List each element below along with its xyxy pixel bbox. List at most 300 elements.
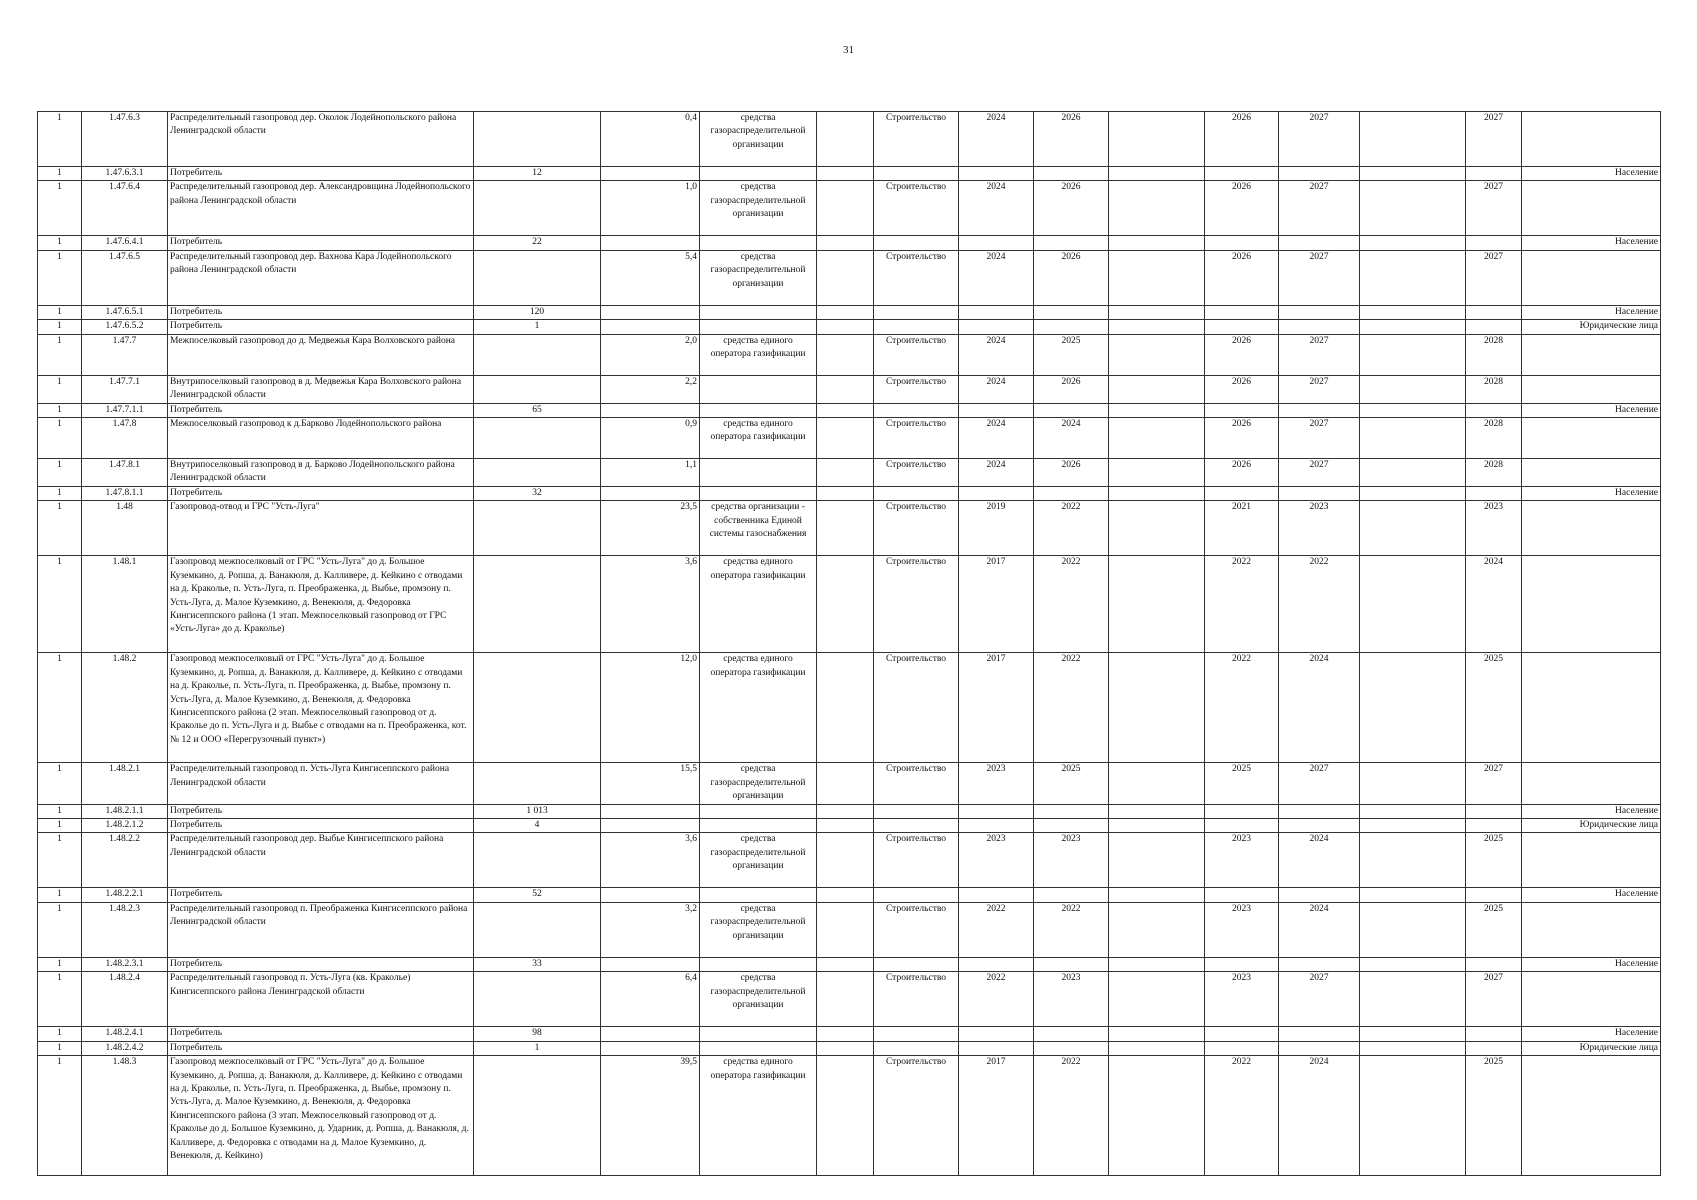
work-type-cell: Строительство: [874, 418, 959, 459]
consumer-count-cell: 12: [474, 167, 601, 181]
item-name-cell: Потребитель: [168, 957, 474, 971]
item-code-cell: 1.48.2.4.1: [82, 1027, 168, 1041]
year-end-cell: [1034, 305, 1109, 319]
year-end-cell: 2025: [1034, 763, 1109, 804]
year-gasification-cell: [1466, 305, 1522, 319]
consumer-category-cell: Население: [1522, 804, 1661, 818]
consumer-category-cell: Население: [1522, 957, 1661, 971]
empty-cell-a: [817, 833, 874, 888]
year-start-cell: [959, 236, 1034, 250]
length-km-cell: [601, 957, 700, 971]
col-index-cell: 1: [38, 112, 82, 167]
length-km-cell: 1,0: [601, 181, 700, 236]
item-name-cell: Распределительный газопровод дер. Выбье Кингисеппского района Ленинградской области: [168, 833, 474, 888]
col-index-cell: 1: [38, 957, 82, 971]
consumer-count-cell: 98: [474, 1027, 601, 1041]
col-index-cell: 1: [38, 763, 82, 804]
empty-cell-a: [817, 418, 874, 459]
year-start-cell: 2023: [959, 763, 1034, 804]
year-commission-cell: 2022: [1205, 1056, 1279, 1176]
funding-source-cell: [700, 1041, 817, 1055]
empty-cell-b: [1109, 250, 1205, 305]
year-gasification-cell: [1466, 888, 1522, 902]
empty-cell-a: [817, 972, 874, 1027]
item-name-cell: Внутрипоселковый газопровод в д. Барково Лодейнопольского района Ленинградской области: [168, 459, 474, 487]
item-code-cell: 1.48.2.3: [82, 902, 168, 957]
empty-cell-b: [1109, 487, 1205, 501]
work-type-cell: [874, 236, 959, 250]
col-index-cell: 1: [38, 804, 82, 818]
empty-cell-a: [817, 459, 874, 487]
item-name-cell: Межпоселковый газопровод до д. Медвежья Кара Волховского района: [168, 334, 474, 375]
table-row: [38, 763, 1661, 804]
length-km-cell: [601, 888, 700, 902]
work-type-cell: [874, 1027, 959, 1041]
funding-source-cell: [700, 305, 817, 319]
year-start-cell: [959, 957, 1034, 971]
empty-cell-b: [1109, 1041, 1205, 1055]
year-end-cell: 2026: [1034, 250, 1109, 305]
item-code-cell: 1.47.6.5: [82, 250, 168, 305]
col-index-cell: 1: [38, 250, 82, 305]
empty-cell-c: [1360, 653, 1466, 763]
item-code-cell: 1.47.6.4: [82, 181, 168, 236]
empty-cell-b: [1109, 1056, 1205, 1176]
table-row: [38, 403, 1661, 417]
year-end-cell: [1034, 1041, 1109, 1055]
year-commission-cell: [1205, 804, 1279, 818]
length-km-cell: [601, 804, 700, 818]
year-connection-cell: [1279, 305, 1360, 319]
length-km-cell: [601, 819, 700, 833]
consumer-count-cell: [474, 181, 601, 236]
year-start-cell: 2022: [959, 972, 1034, 1027]
table-row: [38, 972, 1661, 1027]
year-connection-cell: [1279, 1027, 1360, 1041]
table-row: [38, 305, 1661, 319]
year-commission-cell: [1205, 320, 1279, 334]
year-commission-cell: [1205, 403, 1279, 417]
year-end-cell: [1034, 804, 1109, 818]
item-code-cell: 1.48.2.1.1: [82, 804, 168, 818]
item-name-cell: Газопровод межпоселковый от ГРС "Усть-Луга" до д. Большое Куземкино, д. Ропша, д. Ванакюля, д. Калливере, д. Кейкино с отводами на д. Краколье, п. Усть-Луга, п. Преображенка, д. Выбье, промзону п. Усть-Луга, д. Малое Куземкино, д. Венекюля, д. Федоровка Кингисеппского района (2 этап. Межпоселковый газопровод от д. Краколье до п. Усть-Луга и д. Выбье с отводами на п. Преображенка, кот.№ 12 и ООО «Перегрузочный пункт»): [168, 653, 474, 763]
col-index-cell: 1: [38, 833, 82, 888]
consumer-count-cell: 22: [474, 236, 601, 250]
year-commission-cell: 2026: [1205, 375, 1279, 403]
table-row: [38, 487, 1661, 501]
funding-source-cell: [700, 375, 817, 403]
item-name-cell: Межпоселковый газопровод к д.Барково Лодейнопольского района: [168, 418, 474, 459]
empty-cell-b: [1109, 167, 1205, 181]
work-type-cell: [874, 167, 959, 181]
table-row: [38, 181, 1661, 236]
year-commission-cell: 2023: [1205, 972, 1279, 1027]
empty-cell-c: [1360, 418, 1466, 459]
empty-cell-c: [1360, 556, 1466, 653]
consumer-count-cell: 33: [474, 957, 601, 971]
funding-source-cell: средства единого оператора газификации: [700, 1056, 817, 1176]
table-row: [38, 1041, 1661, 1055]
year-gasification-cell: 2028: [1466, 334, 1522, 375]
length-km-cell: [601, 1027, 700, 1041]
year-end-cell: [1034, 403, 1109, 417]
consumer-category-cell: [1522, 972, 1661, 1027]
year-connection-cell: [1279, 957, 1360, 971]
item-name-cell: Распределительный газопровод п. Усть-Луга Кингисеппского района Ленинградской области: [168, 763, 474, 804]
year-connection-cell: 2027: [1279, 334, 1360, 375]
consumer-category-cell: Юридические лица: [1522, 320, 1661, 334]
year-connection-cell: [1279, 804, 1360, 818]
empty-cell-a: [817, 1027, 874, 1041]
length-km-cell: 3,6: [601, 556, 700, 653]
item-code-cell: 1.47.6.5.2: [82, 320, 168, 334]
funding-source-cell: [700, 459, 817, 487]
year-end-cell: 2022: [1034, 653, 1109, 763]
funding-source-cell: [700, 819, 817, 833]
empty-cell-c: [1360, 1041, 1466, 1055]
funding-source-cell: средства газораспределительной организации: [700, 181, 817, 236]
empty-cell-b: [1109, 902, 1205, 957]
empty-cell-a: [817, 181, 874, 236]
empty-cell-a: [817, 403, 874, 417]
year-commission-cell: [1205, 819, 1279, 833]
item-code-cell: 1.48.2.4: [82, 972, 168, 1027]
col-index-cell: 1: [38, 320, 82, 334]
funding-source-cell: средства газораспределительной организации: [700, 250, 817, 305]
item-code-cell: 1.48.2.3.1: [82, 957, 168, 971]
year-connection-cell: 2027: [1279, 459, 1360, 487]
col-index-cell: 1: [38, 418, 82, 459]
year-end-cell: 2023: [1034, 833, 1109, 888]
year-gasification-cell: [1466, 1041, 1522, 1055]
empty-cell-c: [1360, 1027, 1466, 1041]
year-end-cell: 2025: [1034, 334, 1109, 375]
col-index-cell: 1: [38, 181, 82, 236]
year-start-cell: [959, 167, 1034, 181]
length-km-cell: 2,0: [601, 334, 700, 375]
empty-cell-c: [1360, 236, 1466, 250]
consumer-category-cell: Население: [1522, 403, 1661, 417]
year-gasification-cell: 2027: [1466, 250, 1522, 305]
consumer-category-cell: [1522, 250, 1661, 305]
year-gasification-cell: 2027: [1466, 112, 1522, 167]
consumer-category-cell: Население: [1522, 888, 1661, 902]
item-code-cell: 1.47.7: [82, 334, 168, 375]
empty-cell-c: [1360, 833, 1466, 888]
item-name-cell: Потребитель: [168, 167, 474, 181]
item-name-cell: Внутрипоселковый газопровод в д. Медвежья Кара Волховского района Ленинградской области: [168, 375, 474, 403]
year-start-cell: [959, 1027, 1034, 1041]
year-connection-cell: [1279, 487, 1360, 501]
work-type-cell: [874, 1041, 959, 1055]
empty-cell-b: [1109, 181, 1205, 236]
year-end-cell: 2026: [1034, 459, 1109, 487]
col-index-cell: 1: [38, 888, 82, 902]
year-connection-cell: 2023: [1279, 501, 1360, 556]
length-km-cell: 23,5: [601, 501, 700, 556]
year-gasification-cell: 2027: [1466, 763, 1522, 804]
consumer-category-cell: Население: [1522, 236, 1661, 250]
empty-cell-b: [1109, 320, 1205, 334]
length-km-cell: [601, 1041, 700, 1055]
funding-source-cell: [700, 888, 817, 902]
consumer-category-cell: Население: [1522, 1027, 1661, 1041]
col-index-cell: 1: [38, 167, 82, 181]
empty-cell-c: [1360, 305, 1466, 319]
empty-cell-c: [1360, 250, 1466, 305]
table-row: [38, 957, 1661, 971]
work-type-cell: Строительство: [874, 972, 959, 1027]
consumer-category-cell: [1522, 1056, 1661, 1176]
consumer-count-cell: 65: [474, 403, 601, 417]
consumer-count-cell: [474, 763, 601, 804]
empty-cell-a: [817, 556, 874, 653]
year-start-cell: [959, 804, 1034, 818]
item-code-cell: 1.48.3: [82, 1056, 168, 1176]
work-type-cell: [874, 957, 959, 971]
col-index-cell: 1: [38, 1056, 82, 1176]
length-km-cell: 39,5: [601, 1056, 700, 1176]
work-type-cell: Строительство: [874, 181, 959, 236]
year-commission-cell: [1205, 236, 1279, 250]
consumer-category-cell: [1522, 902, 1661, 957]
consumer-count-cell: [474, 972, 601, 1027]
item-code-cell: 1.47.8.1: [82, 459, 168, 487]
col-index-cell: 1: [38, 1041, 82, 1055]
empty-cell-c: [1360, 902, 1466, 957]
year-start-cell: 2024: [959, 334, 1034, 375]
year-start-cell: 2017: [959, 1056, 1034, 1176]
empty-cell-b: [1109, 1027, 1205, 1041]
empty-cell-c: [1360, 167, 1466, 181]
empty-cell-b: [1109, 305, 1205, 319]
consumer-count-cell: [474, 902, 601, 957]
year-commission-cell: [1205, 1027, 1279, 1041]
empty-cell-a: [817, 487, 874, 501]
table-row: [38, 112, 1661, 167]
year-connection-cell: 2024: [1279, 1056, 1360, 1176]
item-name-cell: Потребитель: [168, 1041, 474, 1055]
year-connection-cell: [1279, 888, 1360, 902]
empty-cell-b: [1109, 804, 1205, 818]
table-row: [38, 833, 1661, 888]
funding-source-cell: средства газораспределительной организации: [700, 902, 817, 957]
item-name-cell: Распределительный газопровод дер. Околок Лодейнопольского района Ленинградской области: [168, 112, 474, 167]
year-connection-cell: 2027: [1279, 112, 1360, 167]
consumer-category-cell: [1522, 418, 1661, 459]
year-start-cell: 2024: [959, 375, 1034, 403]
item-name-cell: Потребитель: [168, 888, 474, 902]
item-name-cell: Распределительный газопровод п. Преображенка Кингисеппского района Ленинградской области: [168, 902, 474, 957]
work-type-cell: Строительство: [874, 459, 959, 487]
empty-cell-c: [1360, 459, 1466, 487]
empty-cell-b: [1109, 653, 1205, 763]
year-end-cell: [1034, 1027, 1109, 1041]
consumer-category-cell: [1522, 833, 1661, 888]
col-index-cell: 1: [38, 819, 82, 833]
year-start-cell: 2019: [959, 501, 1034, 556]
empty-cell-a: [817, 320, 874, 334]
year-connection-cell: [1279, 819, 1360, 833]
empty-cell-c: [1360, 763, 1466, 804]
length-km-cell: [601, 487, 700, 501]
consumer-count-cell: 1: [474, 1041, 601, 1055]
length-km-cell: [601, 320, 700, 334]
length-km-cell: 12,0: [601, 653, 700, 763]
empty-cell-c: [1360, 181, 1466, 236]
year-start-cell: [959, 403, 1034, 417]
consumer-count-cell: [474, 375, 601, 403]
col-index-cell: 1: [38, 375, 82, 403]
year-start-cell: 2024: [959, 418, 1034, 459]
year-commission-cell: 2023: [1205, 902, 1279, 957]
table-row: [38, 888, 1661, 902]
empty-cell-c: [1360, 487, 1466, 501]
empty-cell-b: [1109, 403, 1205, 417]
year-connection-cell: [1279, 167, 1360, 181]
consumer-category-cell: [1522, 334, 1661, 375]
item-code-cell: 1.48.2.2.1: [82, 888, 168, 902]
empty-cell-c: [1360, 804, 1466, 818]
col-index-cell: 1: [38, 459, 82, 487]
item-code-cell: 1.48.2.4.2: [82, 1041, 168, 1055]
work-type-cell: Строительство: [874, 653, 959, 763]
empty-cell-c: [1360, 403, 1466, 417]
year-gasification-cell: [1466, 320, 1522, 334]
year-commission-cell: 2022: [1205, 653, 1279, 763]
item-name-cell: Потребитель: [168, 487, 474, 501]
empty-cell-a: [817, 763, 874, 804]
item-code-cell: 1.48.2.1: [82, 763, 168, 804]
year-end-cell: [1034, 487, 1109, 501]
empty-cell-b: [1109, 418, 1205, 459]
page-number: 31: [843, 44, 854, 56]
consumer-count-cell: [474, 556, 601, 653]
funding-source-cell: средства газораспределительной организации: [700, 763, 817, 804]
empty-cell-c: [1360, 819, 1466, 833]
item-code-cell: 1.47.6.4.1: [82, 236, 168, 250]
empty-cell-a: [817, 957, 874, 971]
item-name-cell: Распределительный газопровод п. Усть-Луга (кв. Краколье) Кингисеппского района Ленинградской области: [168, 972, 474, 1027]
consumer-category-cell: [1522, 763, 1661, 804]
consumer-category-cell: Население: [1522, 487, 1661, 501]
col-index-cell: 1: [38, 556, 82, 653]
year-commission-cell: 2025: [1205, 763, 1279, 804]
funding-source-cell: [700, 804, 817, 818]
item-name-cell: Потребитель: [168, 819, 474, 833]
consumer-category-cell: [1522, 556, 1661, 653]
year-commission-cell: [1205, 957, 1279, 971]
consumer-category-cell: [1522, 653, 1661, 763]
consumer-count-cell: [474, 250, 601, 305]
year-connection-cell: [1279, 236, 1360, 250]
empty-cell-a: [817, 305, 874, 319]
year-commission-cell: 2021: [1205, 501, 1279, 556]
consumer-count-cell: 32: [474, 487, 601, 501]
col-index-cell: 1: [38, 236, 82, 250]
empty-cell-a: [817, 1056, 874, 1176]
empty-cell-a: [817, 334, 874, 375]
col-index-cell: 1: [38, 501, 82, 556]
empty-cell-c: [1360, 112, 1466, 167]
year-commission-cell: 2026: [1205, 250, 1279, 305]
col-index-cell: 1: [38, 653, 82, 763]
year-connection-cell: 2027: [1279, 250, 1360, 305]
table-row: [38, 320, 1661, 334]
year-start-cell: 2024: [959, 181, 1034, 236]
col-index-cell: 1: [38, 403, 82, 417]
table-row: [38, 1056, 1661, 1176]
year-connection-cell: 2027: [1279, 763, 1360, 804]
work-type-cell: Строительство: [874, 334, 959, 375]
consumer-category-cell: [1522, 181, 1661, 236]
consumer-count-cell: [474, 833, 601, 888]
year-end-cell: [1034, 888, 1109, 902]
consumer-category-cell: [1522, 501, 1661, 556]
empty-cell-b: [1109, 334, 1205, 375]
year-end-cell: 2022: [1034, 1056, 1109, 1176]
year-end-cell: [1034, 819, 1109, 833]
consumer-count-cell: 1: [474, 320, 601, 334]
year-commission-cell: 2022: [1205, 556, 1279, 653]
year-start-cell: [959, 320, 1034, 334]
table-row: [38, 375, 1661, 403]
work-type-cell: Строительство: [874, 250, 959, 305]
empty-cell-a: [817, 888, 874, 902]
work-type-cell: [874, 487, 959, 501]
work-type-cell: Строительство: [874, 1056, 959, 1176]
year-connection-cell: [1279, 1041, 1360, 1055]
consumer-count-cell: 1 013: [474, 804, 601, 818]
empty-cell-a: [817, 819, 874, 833]
empty-cell-b: [1109, 763, 1205, 804]
table-row: [38, 334, 1661, 375]
item-name-cell: Газопровод межпоселковый от ГРС "Усть-Луга" до д. Большое Куземкино, д. Ропша, д. Ванакюля, д. Калливере, д. Кейкино с отводами на д. Краколье, п. Усть-Луга, п. Преображенка, д. Выбье, промзону п. Усть-Луга, д. Малое Куземкино, д. Венекюля, д. Федоровка Кингисеппского района (1 этап. Межпоселковый газопровод от ГРС «Усть-Луга» до д. Краколье): [168, 556, 474, 653]
table-row: [38, 167, 1661, 181]
year-connection-cell: 2024: [1279, 653, 1360, 763]
empty-cell-b: [1109, 819, 1205, 833]
consumer-category-cell: Юридические лица: [1522, 819, 1661, 833]
length-km-cell: 3,6: [601, 833, 700, 888]
consumer-count-cell: 52: [474, 888, 601, 902]
consumer-category-cell: Население: [1522, 167, 1661, 181]
year-commission-cell: [1205, 1041, 1279, 1055]
work-type-cell: [874, 403, 959, 417]
funding-source-cell: [700, 957, 817, 971]
year-gasification-cell: 2027: [1466, 181, 1522, 236]
consumer-category-cell: [1522, 459, 1661, 487]
consumer-count-cell: [474, 334, 601, 375]
table-row: [38, 418, 1661, 459]
year-start-cell: 2023: [959, 833, 1034, 888]
year-connection-cell: 2024: [1279, 902, 1360, 957]
funding-source-cell: [700, 1027, 817, 1041]
year-start-cell: 2024: [959, 250, 1034, 305]
year-end-cell: [1034, 957, 1109, 971]
empty-cell-a: [817, 375, 874, 403]
item-code-cell: 1.47.6.3.1: [82, 167, 168, 181]
empty-cell-c: [1360, 375, 1466, 403]
year-start-cell: [959, 305, 1034, 319]
year-commission-cell: [1205, 167, 1279, 181]
year-end-cell: 2022: [1034, 501, 1109, 556]
year-gasification-cell: [1466, 167, 1522, 181]
year-start-cell: 2024: [959, 112, 1034, 167]
work-type-cell: Строительство: [874, 556, 959, 653]
work-type-cell: Строительство: [874, 501, 959, 556]
year-gasification-cell: [1466, 403, 1522, 417]
year-start-cell: 2022: [959, 902, 1034, 957]
